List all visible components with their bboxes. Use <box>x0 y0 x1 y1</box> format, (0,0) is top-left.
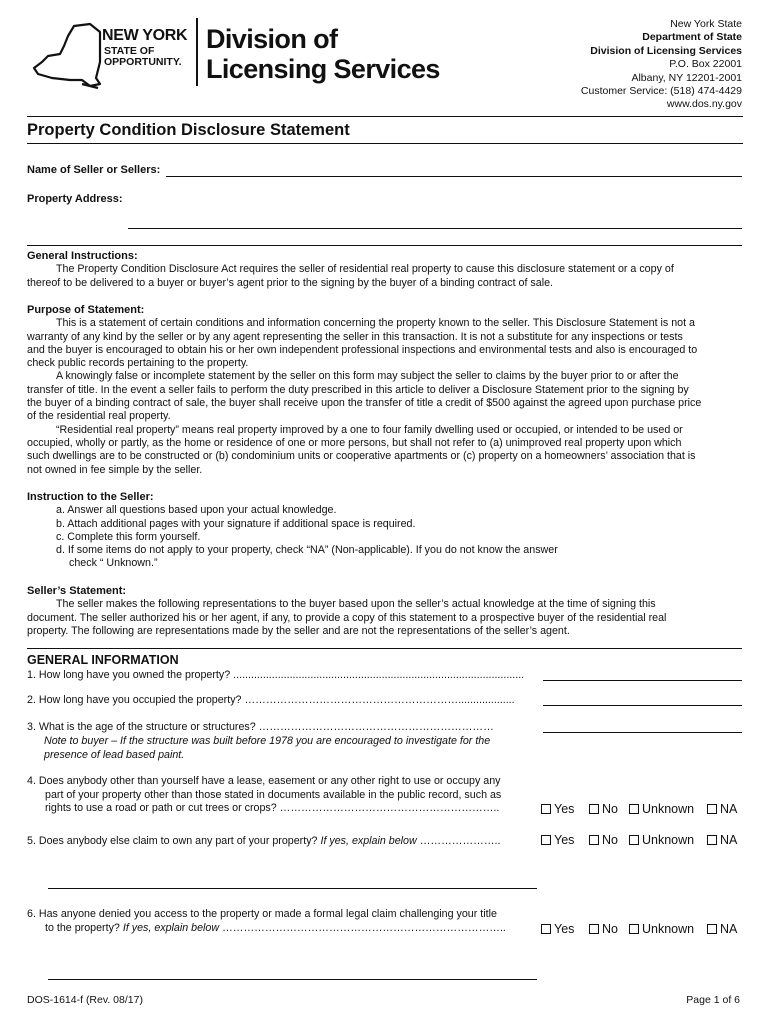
q4-na-checkbox[interactable] <box>707 802 737 816</box>
q1-answer-field[interactable] <box>543 680 742 681</box>
title-rule-top <box>27 116 743 117</box>
instruction-to-seller <box>27 491 743 571</box>
option-label: NA <box>720 802 738 816</box>
address-line: P.O. Box 22001 <box>669 58 742 71</box>
q6-na-checkbox[interactable] <box>707 922 737 936</box>
paragraph-line: occupied, wholly or partly, as the home or residence of one or more persons, but shall not refer to (a) unimproved real property upon which <box>27 436 682 449</box>
sellers-statement <box>27 585 743 638</box>
checkbox-icon <box>541 924 551 934</box>
question-3: 3. What is the age of the structure or structures? ………………………………………………………… <box>27 721 494 733</box>
checkbox-icon <box>541 804 551 814</box>
logo-new-york-text: NEW YORK <box>102 27 188 44</box>
general-instructions <box>27 250 743 290</box>
q5-options <box>541 833 746 849</box>
form-id: DOS-1614-f (Rev. 08/17) <box>27 994 143 1006</box>
address-line: Customer Service: (518) 474-4429 <box>580 85 742 98</box>
q4-options <box>541 802 746 818</box>
q6-yes-checkbox[interactable] <box>541 922 574 936</box>
checkbox-icon <box>629 924 639 934</box>
q4-unknown-checkbox[interactable] <box>629 802 694 816</box>
question-1: 1. How long have you owned the property? .................................................................................................. <box>27 669 525 681</box>
paragraph-line: “Residential real property” means real property improved by a one to four family dwelling used or occupied, or intended to be used or <box>56 423 683 436</box>
seller-name-field[interactable] <box>166 176 742 177</box>
paragraph-line: transfer of title. In the event a seller fails to perform the duty prescribed in this article to deliver a Disclosure Statement prior to the signing by <box>27 383 689 396</box>
q4-line: rights to use a road or path or cut trees or crops? …………………………………………………….. <box>45 802 500 814</box>
q6-line <box>27 922 506 936</box>
paragraph-line: not owned in fee simple by the seller. <box>27 463 203 476</box>
ny-state-logo <box>30 22 190 92</box>
division-title-line1: Division of <box>206 24 338 54</box>
header-divider <box>196 18 198 86</box>
division-title <box>206 24 440 84</box>
paragraph-line: thereof to be delivered to a buyer or buyer’s agent prior to the signing by the buyer of a binding contract of sale. <box>27 276 553 289</box>
q6-explain: If yes, explain below <box>122 921 220 934</box>
q4-no-checkbox[interactable] <box>589 802 618 816</box>
q3-note-line: Note to buyer – If the structure was built before 1978 you are encouraged to investigate for the <box>44 735 491 747</box>
property-address-label: Property Address: <box>27 193 123 205</box>
address-line: Department of State <box>642 31 742 44</box>
list-item: check “ Unknown.” <box>69 557 158 570</box>
q3-note-line: presence of lead based paint. <box>44 748 185 761</box>
paragraph-line: property. The following are representations made by the seller and are not the representations of the seller’s agent. <box>27 624 570 637</box>
question-5 <box>27 835 500 849</box>
paragraph-line: document. The seller authorized his or her agent, if any, to provide a copy of this statement to a prospective buyer of the residential real <box>27 611 667 624</box>
q5-no-checkbox[interactable] <box>589 833 618 847</box>
q6-options <box>541 922 746 938</box>
q5-text: 5. Does anybody else claim to own any part of your property? <box>27 835 321 847</box>
paragraph-line: The seller makes the following representations to the buyer based upon the seller’s actual knowledge at the time of signing this <box>56 598 656 611</box>
paragraph-line: A knowingly false or incomplete statement by the seller on this form may subject the seller to claims by the buyer prior to or after the <box>56 370 679 383</box>
question-2: 2. How long have you occupied the property? ……………………………………………………................... <box>27 694 515 706</box>
page-number: Page 1 of 6 <box>686 994 740 1006</box>
address-line: Division of Licensing Services <box>590 44 742 57</box>
document-title: Property Condition Disclosure Statement <box>27 121 350 139</box>
logo-opportunity-text: OPPORTUNITY. <box>104 56 182 68</box>
list-item: d. If some items do not apply to your property, check “NA” (Non-applicable). If you do not know the answer <box>56 544 558 557</box>
option-label: No <box>602 833 618 847</box>
paragraph-line: the buyer of a binding contract of sale, the buyer shall receive upon the transfer of title a credit of $500 against the agreed upon purchase price <box>27 397 702 410</box>
q3-answer-field[interactable] <box>543 732 742 733</box>
option-label: No <box>602 922 618 936</box>
q3-note <box>44 735 490 762</box>
q5-explain-field[interactable] <box>48 888 537 889</box>
instruction-heading: Instruction to the Seller: <box>27 491 154 503</box>
division-title-line2: Licensing Services <box>206 54 440 84</box>
option-label: Unknown <box>642 833 695 847</box>
list-item: c. Complete this form yourself. <box>56 530 201 543</box>
paragraph-line: of the residential real property. <box>27 410 171 423</box>
option-label: NA <box>720 922 738 936</box>
purpose-heading: Purpose of Statement: <box>27 304 145 316</box>
address-line: New York State <box>670 18 742 30</box>
title-rule-bottom <box>27 143 743 144</box>
q5-explain: If yes, explain below <box>320 835 417 847</box>
paragraph-line: This is a statement of certain conditions and information concerning the property known to the seller. This Disclosure Statement is not a <box>56 317 696 330</box>
q6-text: to the property? <box>45 921 123 934</box>
checkbox-icon <box>589 835 599 845</box>
option-label: Yes <box>554 833 575 847</box>
list-item: b. Attach additional pages with your signature if additional space is required. <box>56 517 416 530</box>
option-label: Yes <box>554 922 575 936</box>
q6-line: 6. Has anyone denied you access to the property or made a formal legal claim challenging your title <box>27 908 497 920</box>
agency-address <box>581 18 742 112</box>
q5-yes-checkbox[interactable] <box>541 833 574 847</box>
checkbox-icon <box>541 835 551 845</box>
question-6 <box>27 908 506 935</box>
q4-yes-checkbox[interactable] <box>541 802 574 816</box>
q6-no-checkbox[interactable] <box>589 922 618 936</box>
question-4 <box>27 775 501 816</box>
checkbox-icon <box>629 835 639 845</box>
address-line: www.dos.ny.gov <box>666 98 742 111</box>
q6-unknown-checkbox[interactable] <box>629 922 694 936</box>
purpose-of-statement <box>27 304 743 477</box>
general-instructions-heading: General Instructions: <box>27 250 138 262</box>
checkbox-icon <box>589 804 599 814</box>
q5-na-checkbox[interactable] <box>707 833 737 847</box>
q6-dots: …………………………………………………………………….. <box>219 921 506 934</box>
general-information-heading: GENERAL INFORMATION <box>27 653 179 667</box>
paragraph-line: such dwellings are to be constructed or (b) condominium units or cooperative apartments or (c) property on a homeowners’ association that is <box>27 450 696 463</box>
property-address-field[interactable] <box>128 228 742 229</box>
seller-name-label: Name of Seller or Sellers: <box>27 164 161 176</box>
section-rule <box>27 648 742 649</box>
logo-state-of-text: STATE OF <box>104 45 155 57</box>
option-label: NA <box>720 833 738 847</box>
checkbox-icon <box>589 924 599 934</box>
q4-line: part of your property other than those stated in documents available in the public record, such as <box>45 788 502 801</box>
section-rule <box>27 245 742 246</box>
q5-dots: ………………….. <box>416 835 501 847</box>
checkbox-icon <box>707 835 717 845</box>
list-item: a. Answer all questions based upon your actual knowledge. <box>56 504 337 517</box>
checkbox-icon <box>707 804 717 814</box>
option-label: Unknown <box>642 802 695 816</box>
q2-answer-field[interactable] <box>543 705 742 706</box>
address-line: Albany, NY 12201-2001 <box>631 71 742 84</box>
checkbox-icon <box>629 804 639 814</box>
q4-line: 4. Does anybody other than yourself have a lease, easement or any other right to use or occupy any <box>27 775 501 787</box>
paragraph-line: warranty of any kind by the seller or by any agent representing the seller in this transaction. It is not a substitute for any inspections or tests <box>27 330 683 343</box>
option-label: Yes <box>554 802 575 816</box>
q6-explain-field[interactable] <box>48 979 537 980</box>
paragraph-line: check public records pertaining to the property. <box>27 357 249 370</box>
checkbox-icon <box>707 924 717 934</box>
q5-unknown-checkbox[interactable] <box>629 833 694 847</box>
option-label: Unknown <box>642 922 695 936</box>
sellers-statement-heading: Seller’s Statement: <box>27 585 127 597</box>
ny-state-map-icon <box>30 22 102 92</box>
paragraph-line: The Property Condition Disclosure Act requires the seller of residential real property to cause this disclosure statement or a copy of <box>56 263 674 276</box>
option-label: No <box>602 802 618 816</box>
paragraph-line: and the buyer is encouraged to obtain his or her own independent professional inspections and environmental tests and also is encouraged to <box>27 343 698 356</box>
